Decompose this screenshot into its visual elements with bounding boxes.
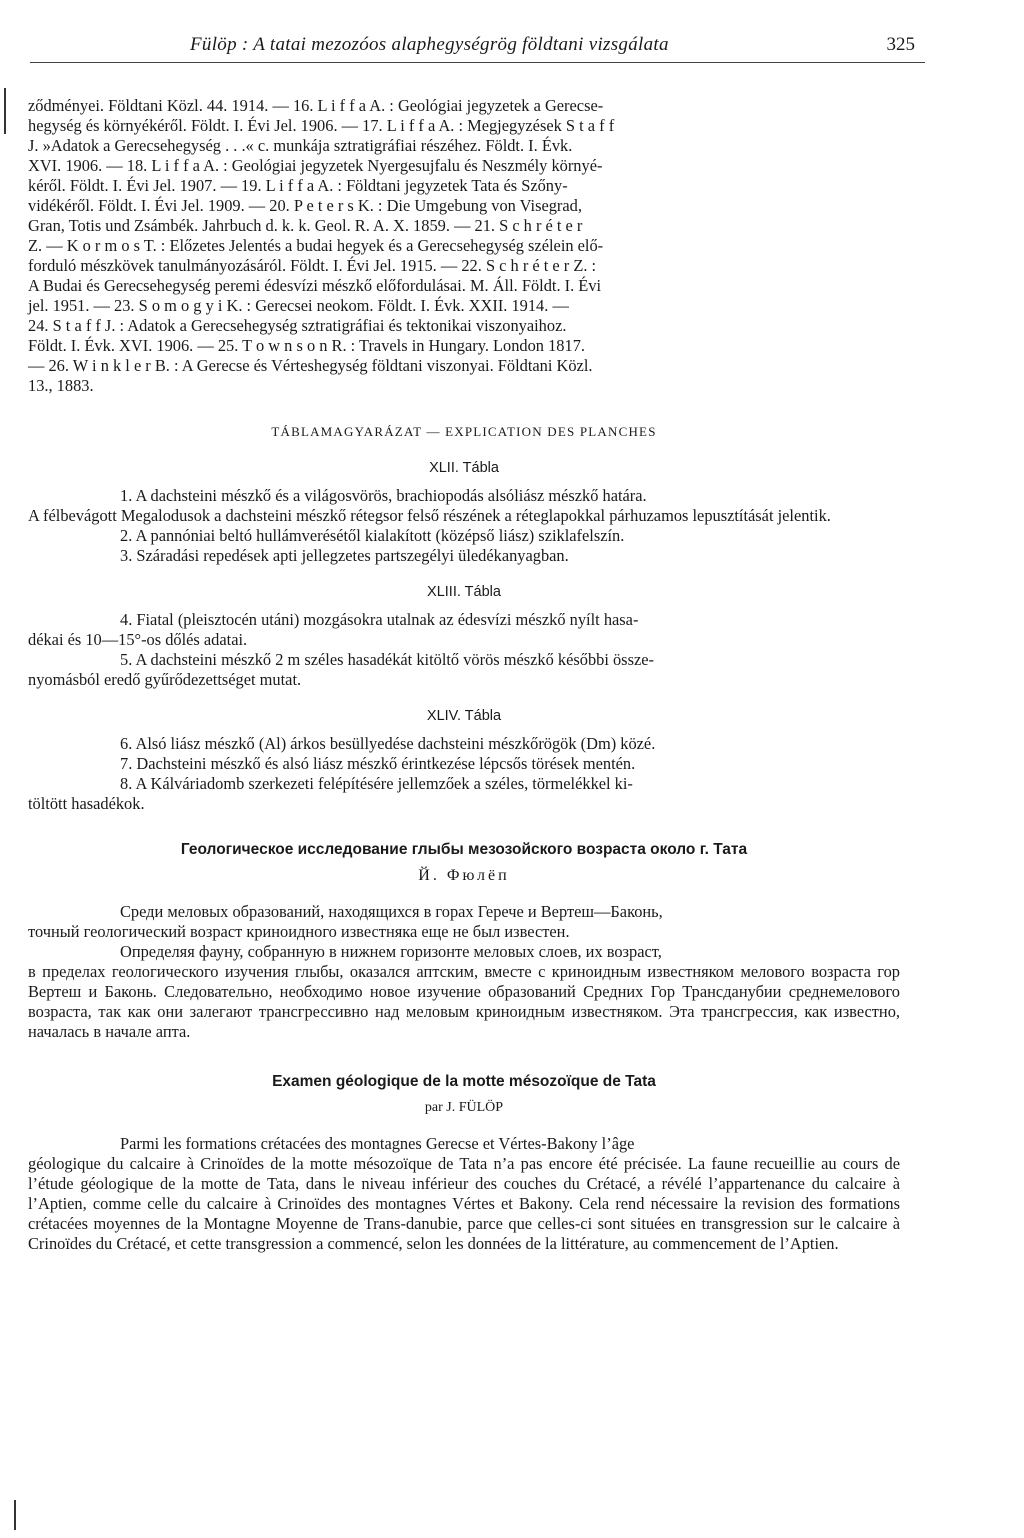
plate-title: XLIII. Tábla bbox=[427, 584, 501, 600]
plate-section bbox=[28, 458, 900, 566]
plate-item-continuation: dékai és 10—15°-os dőlés adatai. bbox=[28, 630, 248, 649]
reference-line: Gran, Totis und Zsámbék. Jahrbuch d. k. k. Geol. R. A. X. 1859. — 21. S c h r é t e r bbox=[28, 216, 583, 235]
plate-title: XLIV. Tábla bbox=[426, 708, 502, 724]
russian-paragraph-first-line: Среди меловых образований, находящихся в горах Герече и Вертеш—Баконь, bbox=[120, 902, 663, 921]
reference-line: ződményei. Földtani Közl. 44. 1914. — 16. L i f f a A. : Geológiai jegyzetek a Gerecse- bbox=[28, 96, 604, 115]
plate-item: 6. Alsó liász mészkő (Al) árkos besüllyedése dachsteini mészkőrögök (Dm) közé. bbox=[120, 734, 656, 753]
reference-list bbox=[28, 96, 900, 396]
reference-line: A Budai és Gerecsehegység peremi édesvízi mészkő előfordulásai. M. Áll. Földt. I. Évi bbox=[28, 276, 602, 295]
russian-paragraph-rest: в пределах геологического изучения глыбы, оказался аптским, вместе с криноидным известняком мелового возраста гор Вертеш и Баконь. Следовательно, необходимо новое изучение образований Средних Гор Трансданубии среднемелового возраста, так как они залегают трансгрессивно над меловым криноидным известняком. Эта трансгрессия, как известно, началась в начале апта. bbox=[28, 962, 900, 1041]
page-body bbox=[28, 96, 900, 1254]
reference-line: XVI. 1906. — 18. L i f f a A. : Geológiai jegyzetek Nyergesujfalu és Neszmély környé- bbox=[28, 156, 603, 175]
margin-mark bbox=[14, 1500, 16, 1530]
reference-line: — 26. W i n k l e r B. : A Gerecse és Vérteshegység földtani viszonyai. Földtani Közl. bbox=[28, 356, 593, 375]
russian-author: Й. Фюлёп bbox=[418, 867, 510, 884]
plate-item: 7. Dachsteini mészkő és alsó liász mészkő érintkezése lépcsős törések mentén. bbox=[120, 754, 636, 773]
plate-item: 5. A dachsteini mészkő 2 m széles hasadékát kitöltő vörös mészkő későbbi össze- bbox=[120, 650, 654, 669]
running-header bbox=[190, 34, 915, 62]
french-author: par J. FÜLÖP bbox=[424, 1100, 504, 1115]
reference-line: kéről. Földt. I. Évi Jel. 1907. — 19. L i f f a A. : Földtani jegyzetek Tata és Szőny- bbox=[28, 176, 568, 195]
french-paragraph-rest: géologique du calcaire à Crinoïdes de la motte mésozoïque de Tata n’a pas encore été précisée. La faune recueillie au cours de l’étude géologique de la motte de Tata, dans le niveau inférieur des couches du Crétacé, a révélé l’appartenance du calcaire à l’Aptien, comme celle du calcaire à Crinoïdes des montagnes Vértes et Bakony. Cela rend nécessaire la revision des formations crétacées moyennes de la Montagne Moyenne de Trans-danubie, parce que celles-ci sont situées en transgression sur le calcaire à Crinoïdes du Crétacé, et cette transgression a commencé, selon les données de la littérature, au commencement de l’Aptien. bbox=[28, 1154, 900, 1253]
plate-item: 4. Fiatal (pleisztocén utáni) mozgásokra utalnak az édesvízi mészkő nyílt hasa- bbox=[120, 610, 639, 629]
reference-line: hegység és környékéről. Földt. I. Évi Jel. 1906. — 17. L i f f a A. : Megjegyzések S t a f f bbox=[28, 116, 615, 135]
plate-item: 3. Száradási repedések apti jellegzetes partszegélyi üledékanyagban. bbox=[120, 546, 569, 565]
french-summary bbox=[28, 1072, 900, 1254]
explanation-heading: TÁBLAMAGYARÁZAT — EXPLICATION DES PLANCHES bbox=[271, 424, 657, 439]
reference-line: 24. S t a f f J. : Adatok a Gerecsehegység sztratigráfiai és tektonikai viszonyaihoz. bbox=[28, 316, 567, 335]
header-rule bbox=[30, 62, 925, 63]
reference-line: forduló mészkövek tanulmányozásáról. Földt. I. Évi Jel. 1915. — 22. S c h r é t e r Z. : bbox=[28, 256, 597, 275]
plate-item: 2. A pannóniai beltó hullámverésétől kialakított (középső liász) sziklafelszín. bbox=[120, 526, 625, 545]
margin-mark bbox=[4, 88, 6, 134]
plate-item: 8. A Kálváriadomb szerkezeti felépítésére jellemzőek a széles, törmelékkel ki- bbox=[120, 774, 633, 793]
french-title: Examen géologique de la motte mésozoïque de Tata bbox=[272, 1073, 656, 1090]
plate-item-continuation: nyomásból eredő gyűrődezettséget mutat. bbox=[28, 670, 302, 689]
plate-section bbox=[28, 706, 900, 814]
running-title: Fülöp : A tatai mezozóos alaphegységrög földtani vizsgálata bbox=[190, 34, 669, 55]
reference-line: 13., 1883. bbox=[28, 376, 94, 395]
french-paragraph-first-line: Parmi les formations crétacées des montagnes Gerecse et Vértes-Bakony l’âge bbox=[120, 1134, 635, 1153]
plate-item-continuation: A félbevágott Megalodusok a dachsteini mészkő rétegsor felső részének a réteglapokkal párhuzamos lepusztítását jelentik. bbox=[28, 506, 831, 525]
russian-title: Геологическое исследование глыбы мезозойского возраста около г. Тата bbox=[180, 841, 748, 858]
russian-summary bbox=[28, 840, 900, 1042]
russian-paragraph-rest: точный геологический возраст криноидного известняка еще не был известен. bbox=[28, 922, 570, 941]
plate-item-continuation: töltött hasadékok. bbox=[28, 794, 145, 813]
plate-section bbox=[28, 582, 900, 690]
russian-body bbox=[28, 902, 900, 1042]
plate-item: 1. A dachsteini mészkő és a világosvörös, brachiopodás alsóliász mészkő határa. bbox=[120, 486, 647, 505]
reference-line: vidékéről. Földt. I. Évi Jel. 1909. — 20. P e t e r s K. : Die Umgebung von Visegrad, bbox=[28, 196, 582, 215]
page-number: 325 bbox=[886, 34, 915, 55]
russian-paragraph-first-line: Определяя фауну, собранную в нижнем горизонте меловых слоев, их возраст, bbox=[120, 942, 662, 961]
plate-title: XLII. Tábla bbox=[429, 460, 499, 476]
reference-line: J. »Adatok a Gerecsehegység . . .« c. munkája sztratigráfiai részéhez. Földt. I. Évk. bbox=[28, 136, 573, 155]
reference-line: Z. — K o r m o s T. : Előzetes Jelentés a budai hegyek és a Gerecsehegység szélein elő- bbox=[28, 236, 604, 255]
reference-line: jel. 1951. — 23. S o m o g y i K. : Gerecsei neokom. Földt. I. Évk. XXII. 1914. — bbox=[28, 296, 569, 315]
reference-line: Földt. I. Évk. XVI. 1906. — 25. T o w n s o n R. : Travels in Hungary. London 1817. bbox=[28, 336, 585, 355]
